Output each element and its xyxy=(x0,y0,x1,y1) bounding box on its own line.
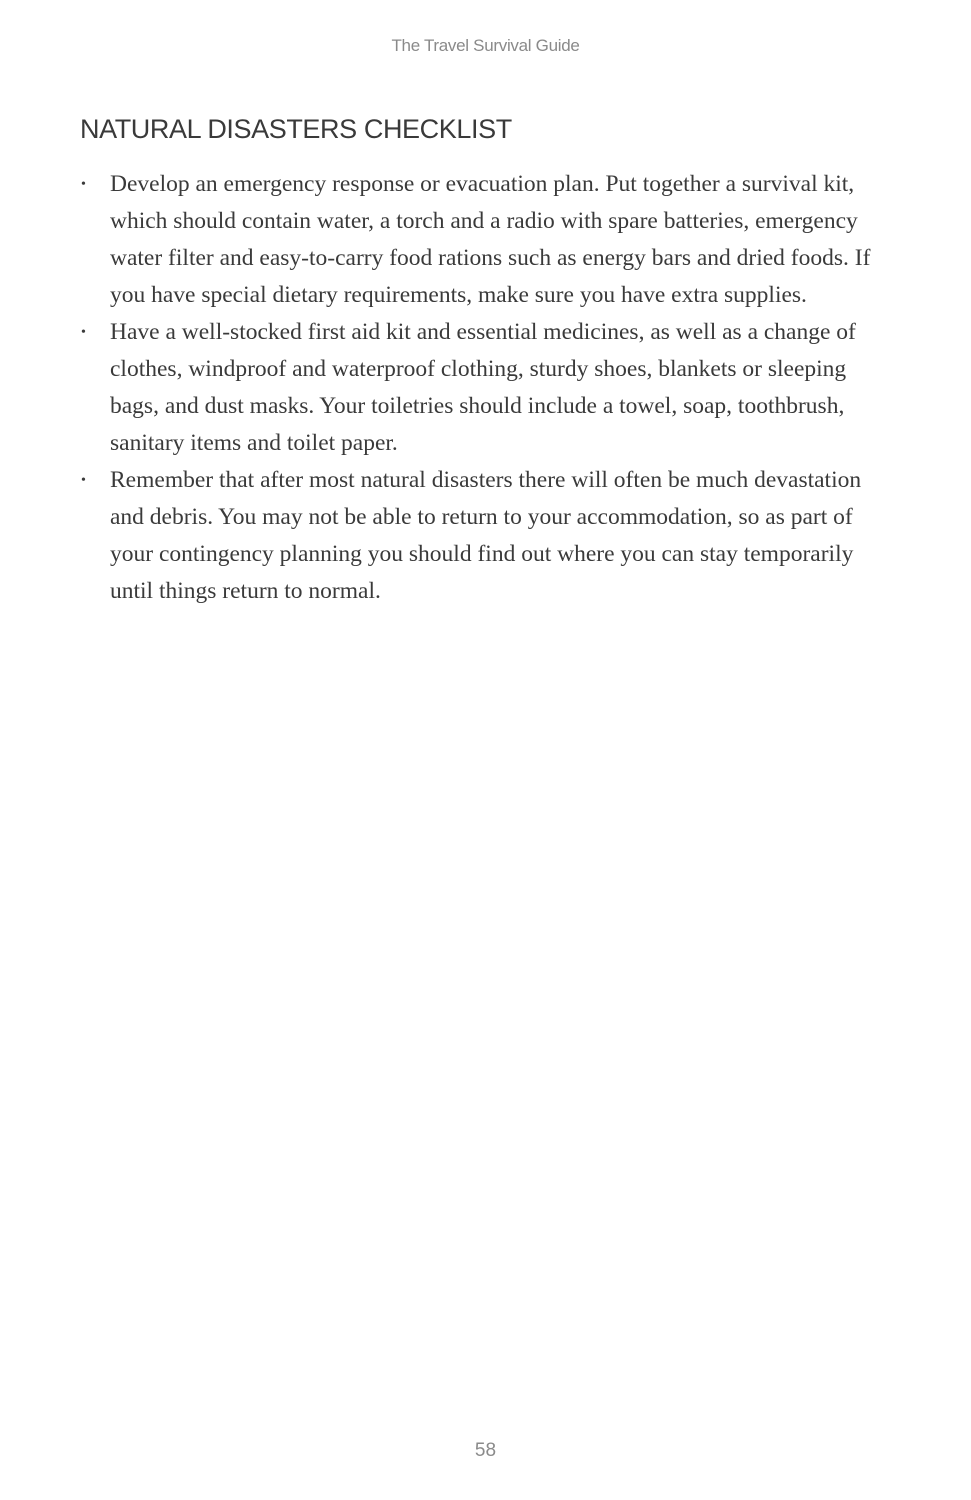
checklist-item-text: Develop an emergency response or evacuation plan. Put together a survival kit, which should contain water, a torch and a radio with spare batteries, emergency water filter and easy-to-carry food rations such as energy bars and dried foods. If you have special dietary requirements, make sure you have extra supplies. xyxy=(110,171,871,308)
checklist-item xyxy=(80,314,895,462)
bullet-icon: • xyxy=(81,473,86,488)
section-title: NATURAL DISASTERS CHECKLIST xyxy=(80,114,512,144)
checklist xyxy=(80,166,895,610)
bullet-icon: • xyxy=(81,325,86,340)
checklist-item xyxy=(80,166,895,314)
checklist-item-text: Remember that after most natural disasters there will often be much devastation and debris. You may not be able to return to your accommodation, so as part of your contingency planning you should find out where you can stay temporarily until things return to normal. xyxy=(110,467,862,604)
bullet-icon: • xyxy=(81,177,86,192)
checklist-item xyxy=(80,462,895,610)
running-header: The Travel Survival Guide xyxy=(391,36,580,55)
checklist-item-text: Have a well-stocked first aid kit and essential medicines, as well as a change of clothes, windproof and waterproof clothing, sturdy shoes, blankets or sleeping bags, and dust masks. Your toiletries should include a towel, soap, toothbrush, sanitary items and toilet paper. xyxy=(110,319,856,456)
page-number: 58 xyxy=(474,1440,497,1461)
